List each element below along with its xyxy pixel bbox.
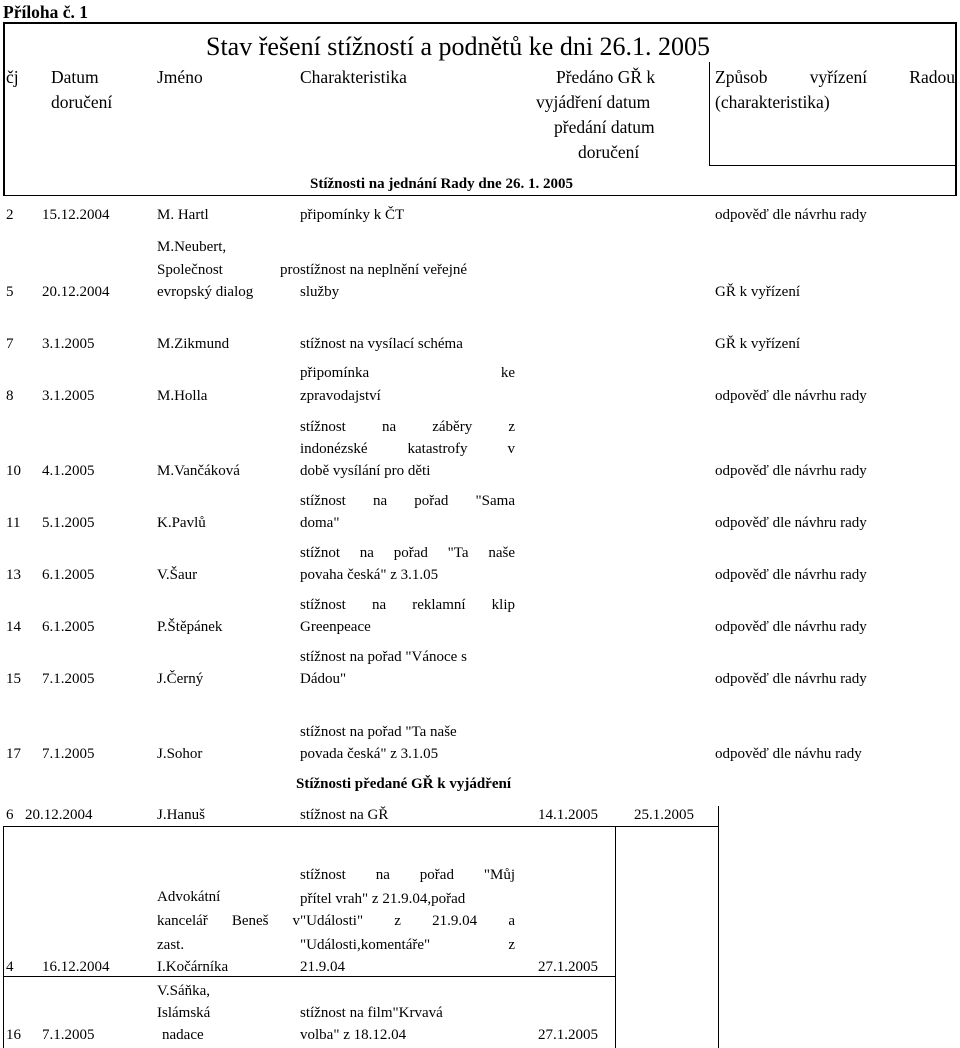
row-result: odpověď dle návrhu rady bbox=[715, 619, 867, 635]
row-result: odpověď dle návrhu rady bbox=[715, 567, 867, 583]
row-characteristic-line: stížnost na pořad "Ta naše bbox=[300, 724, 457, 740]
row-name-line: M.Neubert, bbox=[157, 239, 227, 255]
row-handover-date: 27.1.2005 bbox=[538, 1027, 598, 1043]
header-cj: čj bbox=[6, 67, 19, 87]
row-cj: 11 bbox=[6, 515, 21, 531]
header-charakteristika: Charakteristika bbox=[300, 67, 407, 87]
row-name-line: kancelář Beneš v bbox=[157, 913, 300, 929]
header-zpusob-2: (charakteristika) bbox=[715, 92, 830, 112]
row-cj: 4 bbox=[6, 959, 14, 975]
row-name-line: I.Kočárníka bbox=[157, 959, 229, 975]
row-characteristic-line: 21.9.04 bbox=[300, 959, 345, 975]
row-characteristic-line: Dádou" bbox=[300, 671, 347, 687]
row-characteristic-line: stížnost na pořad "Můj bbox=[300, 867, 515, 883]
row-date: 16.12.2004 bbox=[42, 959, 110, 975]
row-characteristic-line: stížnost na záběry z bbox=[300, 419, 515, 435]
header-predano-1: Předáno GŘ k bbox=[556, 67, 656, 87]
row-cj: 13 bbox=[6, 567, 21, 583]
header-box-left bbox=[3, 22, 5, 196]
section1-underline bbox=[3, 195, 957, 196]
row-result: odpověď dle návhu rady bbox=[715, 746, 862, 762]
row-name: P.Štěpánek bbox=[157, 619, 223, 635]
row-name: M.Vančáková bbox=[157, 463, 240, 479]
section2-left-line bbox=[3, 826, 4, 1048]
row-result: odpověď dle návrhu rady bbox=[715, 463, 867, 479]
row-cj: 10 bbox=[6, 463, 21, 479]
row-result: odpověď dle návhru rady bbox=[715, 515, 867, 531]
row-cj: 16 bbox=[6, 1027, 21, 1043]
header-divider bbox=[709, 62, 710, 166]
row-date: 20.12.2004 bbox=[42, 284, 110, 300]
row-result: GŘ k vyřízení bbox=[715, 284, 800, 300]
row-date: 20.12.2004 bbox=[25, 807, 93, 823]
row-date: 7.1.2005 bbox=[42, 671, 95, 687]
row-characteristic-line: stížnost na neplnění veřejné bbox=[300, 262, 468, 278]
row-characteristic: stížnost na vysílací schéma bbox=[300, 336, 463, 352]
row-name: M. Hartl bbox=[157, 207, 209, 223]
header-datum-2: doručení bbox=[51, 92, 113, 112]
row-cj: 17 bbox=[6, 746, 21, 762]
row-name-line: evropský dialog bbox=[157, 284, 254, 300]
row-characteristic-line: připomínka ke bbox=[300, 365, 515, 381]
row-characteristic-line: stížnost na film"Krvavá bbox=[300, 1005, 443, 1021]
section2-mid-line bbox=[615, 826, 616, 1048]
row-characteristic-line: doma" bbox=[300, 515, 340, 531]
row-characteristic-line: "Události" z 21.9.04 a bbox=[300, 913, 515, 929]
row-characteristic-line: stížnost na pořad "Vánoce s bbox=[300, 649, 467, 665]
row-characteristic-line: volba" z 18.12.04 bbox=[300, 1027, 407, 1043]
row-characteristic-line: stížnot na pořad "Ta naše bbox=[300, 545, 515, 561]
row-characteristic-line: Greenpeace bbox=[300, 619, 371, 635]
row-date: 7.1.2005 bbox=[42, 1027, 95, 1043]
header-box-right bbox=[955, 22, 957, 196]
row-name-line: Islámská bbox=[157, 1005, 211, 1021]
row-name: M.Zikmund bbox=[157, 336, 230, 352]
row-cj: 2 bbox=[6, 207, 14, 223]
row-name-line: Společnost pro bbox=[157, 262, 300, 278]
row-characteristic-line: povaha česká" z 3.1.05 bbox=[300, 567, 439, 583]
row-characteristic-line: přítel vrah" z 21.9.04,pořad bbox=[300, 891, 466, 907]
row-name: J.Hanuš bbox=[157, 807, 205, 823]
row-characteristic-line: povada česká" z 3.1.05 bbox=[300, 746, 439, 762]
row-characteristic: stížnost na GŘ bbox=[300, 807, 389, 823]
row-characteristic-line: zpravodajství bbox=[300, 388, 381, 404]
row-characteristic-line: služby bbox=[300, 284, 340, 300]
row-date: 4.1.2005 bbox=[42, 463, 95, 479]
row-date: 15.12.2004 bbox=[42, 207, 110, 223]
row-name: K.Pavlů bbox=[157, 515, 206, 531]
row-date: 7.1.2005 bbox=[42, 746, 95, 762]
row-date: 3.1.2005 bbox=[42, 388, 95, 404]
row-name: J.Sohor bbox=[157, 746, 203, 762]
row-result: odpověď dle návrhu rady bbox=[715, 671, 867, 687]
row-characteristic-line: stížnost na reklamní klip bbox=[300, 597, 515, 613]
row-name-line: Advokátní bbox=[157, 889, 221, 905]
section1-title: Stížnosti na jednání Rady dne 26. 1. 2005 bbox=[310, 176, 573, 192]
row-cj: 6 bbox=[6, 807, 14, 823]
row-result: odpověď dle návrhu rady bbox=[715, 207, 867, 223]
row-cj: 8 bbox=[6, 388, 14, 404]
section2-row-line bbox=[3, 826, 719, 827]
row-handover-date: 27.1.2005 bbox=[538, 959, 598, 975]
row-characteristic-line: indonézské katastrofy v bbox=[300, 441, 515, 457]
header-bottom-line bbox=[709, 165, 957, 166]
row-cj: 5 bbox=[6, 284, 14, 300]
row-name-line: nadace bbox=[162, 1027, 204, 1043]
row-cj: 15 bbox=[6, 671, 21, 687]
row-delivery-date: 25.1.2005 bbox=[634, 807, 694, 823]
header-zpusob: Způsob vyřízení Radou bbox=[715, 67, 955, 87]
header-predano-2: vyjádření datum bbox=[536, 92, 651, 112]
row-cj: 14 bbox=[6, 619, 21, 635]
appendix-label: Příloha č. 1 bbox=[3, 2, 89, 22]
row-characteristic-line: stížnost na pořad "Sama bbox=[300, 493, 515, 509]
section2-row-separator bbox=[3, 976, 615, 977]
row-characteristic-line: "Události,komentáře" z bbox=[300, 937, 515, 953]
row-result: GŘ k vyřízení bbox=[715, 336, 800, 352]
row-name-line: zast. bbox=[157, 937, 185, 953]
row-name-line: V.Sáňka, bbox=[157, 983, 211, 999]
header-box-top bbox=[3, 22, 957, 24]
row-date: 3.1.2005 bbox=[42, 336, 95, 352]
header-jmeno: Jméno bbox=[157, 67, 203, 87]
row-date: 5.1.2005 bbox=[42, 515, 95, 531]
row-characteristic: připomínky k ČT bbox=[300, 207, 405, 223]
row-name: V.Šaur bbox=[157, 567, 198, 583]
row-cj: 7 bbox=[6, 336, 14, 352]
section2-right-line bbox=[718, 806, 719, 1048]
header-datum: Datum bbox=[51, 67, 99, 87]
section2-title: Stížnosti předané GŘ k vyjádření bbox=[296, 776, 512, 792]
header-predano-3: předání datum bbox=[554, 117, 655, 137]
row-name: J.Černý bbox=[157, 671, 204, 687]
row-characteristic-line: době vysílání pro děti bbox=[300, 463, 431, 479]
header-predano-4: doručení bbox=[578, 142, 640, 162]
row-result: odpověď dle návrhu rady bbox=[715, 388, 867, 404]
row-date: 6.1.2005 bbox=[42, 567, 95, 583]
row-date: 6.1.2005 bbox=[42, 619, 95, 635]
row-name: M.Holla bbox=[157, 388, 208, 404]
page-title: Stav řešení stížností a podnětů ke dni 26.1. 2005 bbox=[206, 32, 711, 61]
row-handover-date: 14.1.2005 bbox=[538, 807, 598, 823]
